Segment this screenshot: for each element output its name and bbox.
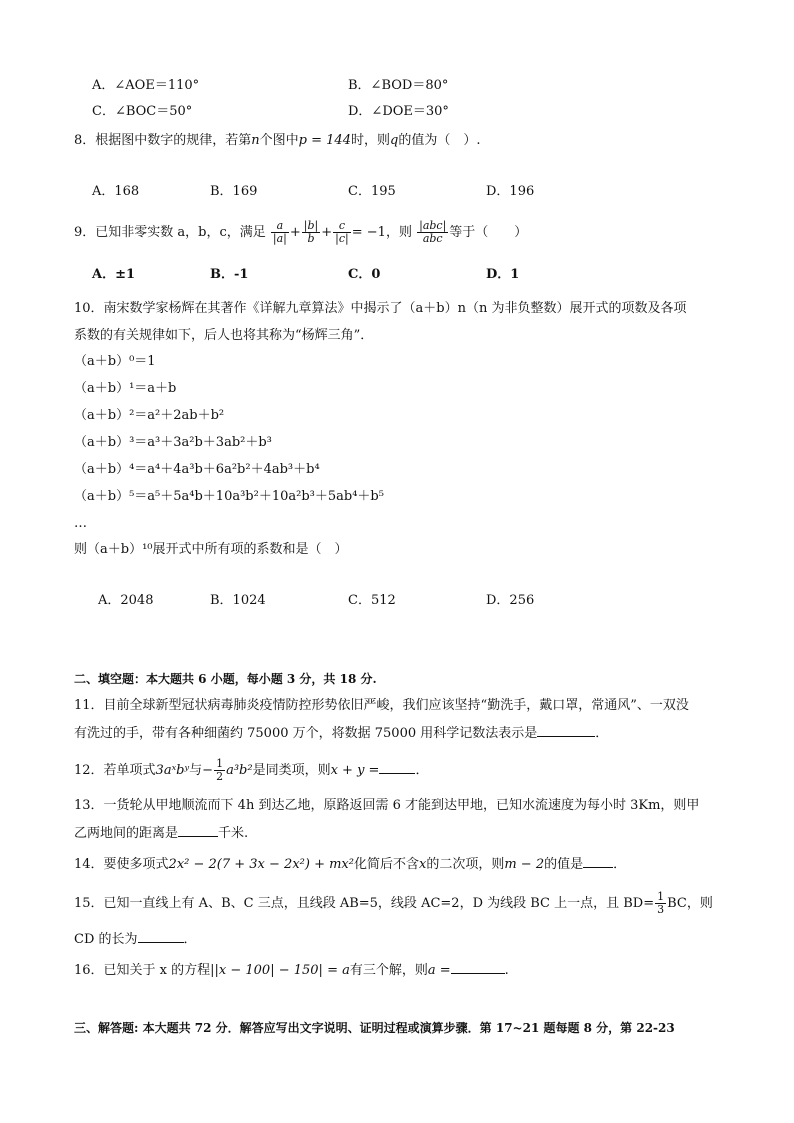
section-3-heading: 三、解答题: 本大题共 72 分．解答应写出文字说明、证明过程或演算步骤．第 17~21 题每题 8 分，第 22-23 [74, 1021, 675, 1035]
q12-fraction: $\frac{1}{2}$ [216, 757, 224, 783]
q9-frac-b: $\frac{|b|}{b}$ [303, 219, 319, 245]
q11-line2: 有洗过的手，带有各种细菌约 75000 万个，将数据 75000 用科学记数法表示是 ． [74, 726, 609, 741]
section-2-heading: 二、填空题：本大题共 6 小题，每小题 3 分，共 18 分. [74, 672, 377, 686]
q8-option-a: A．168 [92, 184, 140, 199]
yanghui-row-2: （a＋b）²＝a²＋2ab＋b² [74, 408, 225, 423]
q15-answer-blank[interactable] [138, 930, 184, 943]
q13-answer-blank[interactable] [178, 824, 218, 837]
q14-answer-blank[interactable] [583, 855, 613, 868]
yanghui-ellipsis: … [74, 516, 87, 531]
q15-line2: CD 的长为 ． [74, 932, 197, 947]
q7-option-a: A．∠AOE＝110° [92, 78, 200, 93]
q10-line2: 系数的有关规律如下，后人也将其称为“杨辉三角”． [74, 328, 374, 343]
q15-fraction: $\frac{1}{3}$ [657, 890, 665, 916]
q10-option-d: D．256 [486, 593, 535, 608]
yanghui-row-1: （a＋b）¹＝a＋b [74, 381, 177, 396]
q9-stem: 9．已知非零实数 a，b，c，满足 $\frac{a}{|a|}$ + $\frac{|b|}{b}$ + $\frac{c}{|c|}$ = −1，则 $\frac{\text{|abc|}}{\text{abc}}$ 等于（ ） [74, 219, 528, 245]
q7-option-d: D．∠DOE＝30° [348, 104, 449, 119]
q10-option-a: A．2048 [98, 593, 154, 608]
yanghui-row-0: （a＋b）⁰＝1 [74, 354, 156, 369]
q8-stem: 8．根据图中数字的规律，若第n个图中p = 144时，则q的值为（ ）. [74, 133, 481, 148]
q9-option-b: B．-1 [210, 267, 249, 282]
q10-line1: 10．南宋数学家杨辉在其著作《详解九章算法》中揭示了（a＋b）n（n 为非负整数）展开式的项数及各项 [74, 301, 687, 316]
q9-option-d: D．1 [486, 267, 520, 282]
q11-line1: 11．目前全球新型冠状病毒肺炎疫情防控形势依旧严峻，我们应该坚持“勤洗手，戴口罩，常通风”、一双没 [74, 698, 689, 713]
q15-line1: 15．已知一直线上有 A、B、C 三点，且线段 AB=5，线段 AC=2，D 为线段 BC 上一点，且 BD= $\frac{1}{3}$ BC，则 [74, 890, 713, 916]
q8-option-d: D．196 [486, 184, 535, 199]
q8-option-b: B．169 [210, 184, 258, 199]
q10-option-b: B．1024 [210, 593, 266, 608]
q13-line1: 13．一货轮从甲地顺流而下 4h 到达乙地，原路返回需 6 才能到达甲地，已知水流速度为每小时 3Km，则甲 [74, 798, 700, 813]
q7-option-c: C．∠BOC＝50° [92, 104, 193, 119]
q9-frac-c: $\frac{c}{|c|}$ [335, 219, 349, 245]
yanghui-row-3: （a＋b）³＝a³＋3a²b＋3ab²＋b³ [74, 435, 272, 450]
q12-answer-blank[interactable] [379, 761, 415, 774]
q7-option-b: B．∠BOD＝80° [348, 78, 449, 93]
q16-answer-blank[interactable] [451, 961, 505, 974]
q10-question: 则（a＋b）¹⁰展开式中所有项的系数和是（ ） [74, 542, 348, 557]
q8-option-c: C．195 [348, 184, 396, 199]
q11-answer-blank[interactable] [537, 724, 595, 737]
q9-option-c: C．0 [348, 267, 381, 282]
q9-option-a: A．±1 [92, 267, 136, 282]
q16-stem: 16．已知关于 x 的方程||x − 100| − 150| = a有三个解，则a = . [74, 963, 509, 978]
q9-frac-a: $\frac{a}{|a|}$ [272, 219, 287, 245]
q10-option-c: C．512 [348, 593, 396, 608]
q14-stem: 14．要使多项式2x² − 2(7 + 3x − 2x²) + mx²化简后不含x的二次项，则m − 2的值是 ． [74, 857, 627, 872]
q12-stem: 12．若单项式3aˣbʸ与− $\frac{1}{2}$ a³b²是同类项，则x + y = ． [74, 757, 429, 783]
q9-frac-abc: $\frac{\text{|abc|}}{\text{abc}}$ [419, 219, 447, 245]
q13-line2: 乙两地间的距离是 千米. [74, 826, 249, 841]
yanghui-row-4: （a＋b）⁴＝a⁴＋4a³b＋6a²b²＋4ab³＋b⁴ [74, 462, 320, 477]
yanghui-row-5: （a＋b）⁵＝a⁵＋5a⁴b＋10a³b²＋10a²b³＋5ab⁴＋b⁵ [74, 489, 384, 504]
